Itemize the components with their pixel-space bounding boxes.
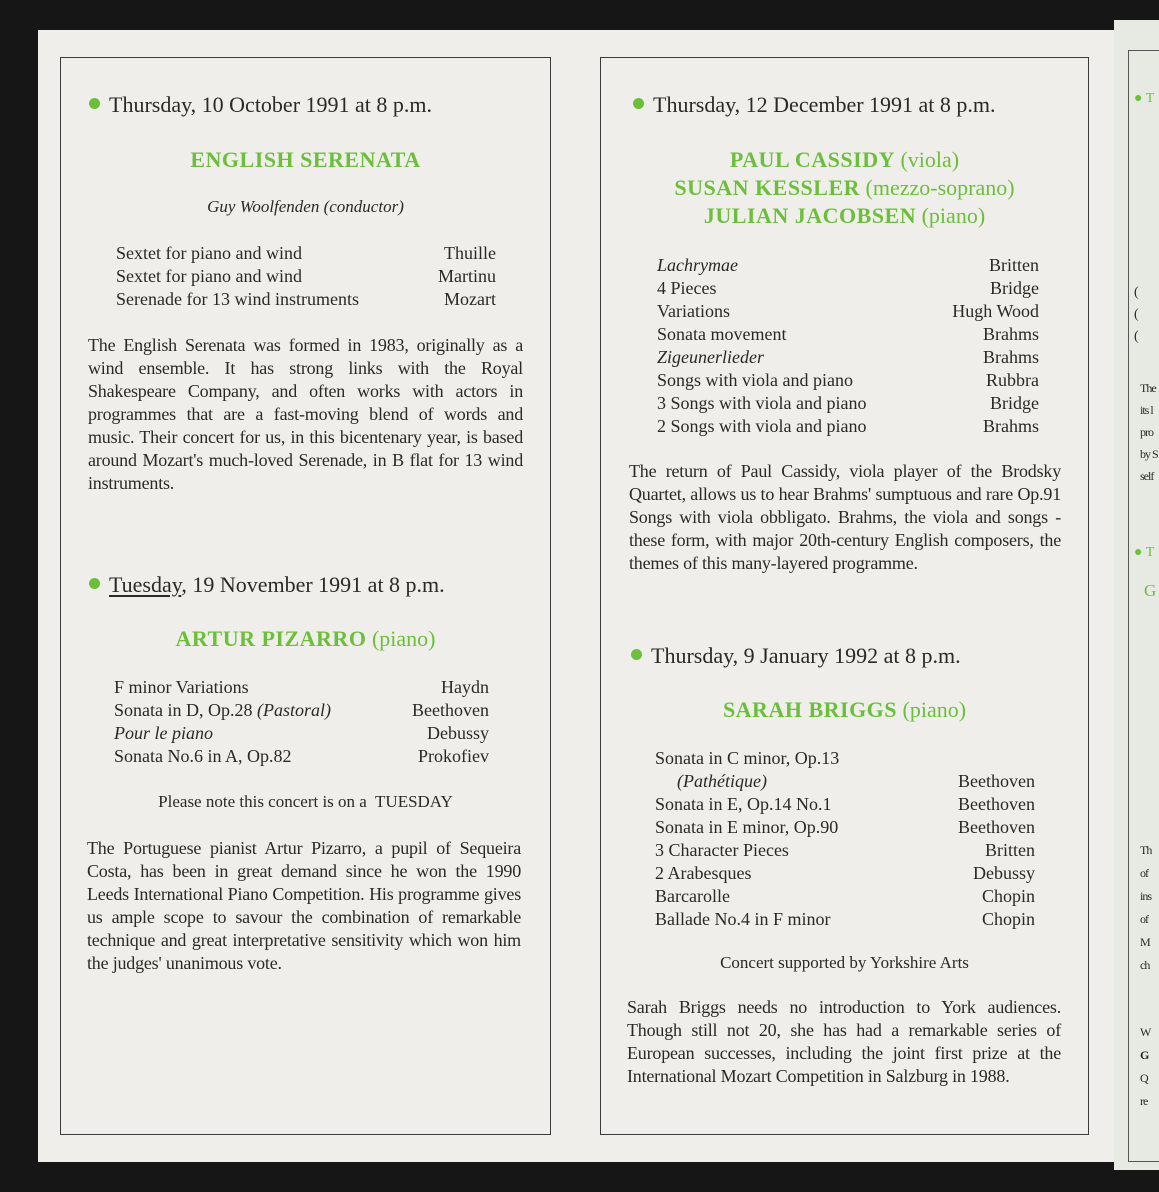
next-fragment: M xyxy=(1140,935,1150,949)
event-3-date xyxy=(633,92,1088,118)
composer: Thuille xyxy=(444,243,496,263)
event-1-conductor: Guy Woolfenden (conductor) xyxy=(207,197,404,216)
event-3-description: The return of Paul Cassidy, viola player of the Brodsky Quartet, allows us to hear Brahms' sumptuous and rare Op.91 Songs with viola obbligato. Brahms, the viola and songs - these form, with major 20th-century English composers, the themes of this many-layered programme. xyxy=(629,461,1061,573)
work-title: Sonata No.6 in A, Op.82 xyxy=(114,746,292,766)
next-fragment-t2: T xyxy=(1145,545,1155,560)
programme-item xyxy=(116,288,496,311)
event-4-note: Concert supported by Yorkshire Arts xyxy=(720,953,969,972)
event-3-programme xyxy=(657,254,1039,438)
event-date-text: Thursday, 9 January 1992 at 8 p.m. xyxy=(651,643,961,668)
performer-name: ENGLISH SERENATA xyxy=(190,147,421,172)
next-fragment: ( xyxy=(1134,329,1139,344)
programme-item xyxy=(657,392,1039,415)
performer-line xyxy=(601,174,1088,202)
event-date-text: Thursday, 10 October 1991 at 8 p.m. xyxy=(109,92,433,117)
next-page-edge xyxy=(1114,20,1159,1170)
event-2-date xyxy=(89,572,550,598)
event-2-performer xyxy=(61,625,550,653)
performer-role: (piano) xyxy=(921,203,986,228)
programme-item xyxy=(655,816,1035,839)
programme-item xyxy=(655,839,1035,862)
performer-line xyxy=(601,202,1088,230)
event-date-text: Thursday, 12 December 1991 at 8 p.m. xyxy=(653,92,996,117)
composer: Bridge xyxy=(990,278,1039,298)
composer: Brahms xyxy=(983,324,1039,344)
next-fragment: ( xyxy=(1134,307,1139,322)
programme-item xyxy=(116,242,496,265)
work-title: Sonata in C minor, Op.13 xyxy=(655,748,840,768)
work-title-italic: Zigeunerlieder xyxy=(657,347,764,367)
performer-role: (piano) xyxy=(371,626,436,651)
next-fragment: self xyxy=(1140,469,1154,483)
composer: Beethoven xyxy=(412,700,489,720)
composer: Brahms xyxy=(983,347,1039,367)
event-1-performer xyxy=(61,146,550,174)
programme-item xyxy=(657,346,1039,369)
work-title: F minor Variations xyxy=(114,677,249,697)
event-4-date xyxy=(631,643,1088,669)
work-title: Variations xyxy=(657,301,730,321)
work-title: Barcarolle xyxy=(655,886,730,906)
composer: Britten xyxy=(989,255,1039,275)
event-2-programme xyxy=(114,676,489,768)
performer-name: SUSAN KESSLER xyxy=(674,175,861,200)
next-fragment: ( xyxy=(1134,285,1139,300)
composer: Chopin xyxy=(981,909,1035,929)
next-fragment: its l xyxy=(1140,403,1153,417)
composer: Bridge xyxy=(990,393,1039,413)
next-fragment: Th xyxy=(1140,843,1152,857)
next-bullet: ● T xyxy=(1134,91,1155,106)
composer: Debussy xyxy=(427,723,489,743)
right-panel xyxy=(600,57,1089,1135)
event-1-description: The English Serenata was formed in 1983, originally as a wind ensemble. It has strong links with the Royal Shakespeare Company, and often works with actors in programmes that are a fast-moving blend of words and music. Their concert for us, in this bicentenary year, is based around Mozart's much-loved Serenade, in B flat for 13 wind instruments. xyxy=(88,335,523,493)
performer-name: PAUL CASSIDY xyxy=(729,147,895,172)
work-title-italic: Lachrymae xyxy=(657,255,738,275)
composer: Brahms xyxy=(983,416,1039,436)
programme-item xyxy=(114,722,489,745)
programme-item xyxy=(655,862,1035,885)
work-title-italic: Pour le piano xyxy=(114,723,213,743)
composer: Hugh Wood xyxy=(952,301,1039,321)
work-title: Songs with viola and piano xyxy=(657,370,853,390)
event-day-underlined: Tuesday xyxy=(109,572,182,597)
programme-item xyxy=(655,770,1035,793)
work-title-italic: (Pastoral) xyxy=(257,700,331,720)
next-fragment: ch xyxy=(1140,958,1150,972)
next-fragment-t1: T xyxy=(1145,91,1155,106)
event-date-text: , 19 November 1991 at 8 p.m. xyxy=(181,572,445,597)
next-fragment: ins xyxy=(1140,889,1152,903)
work-title: Sonata in D, Op.28 xyxy=(114,700,257,720)
performer-name: SARAH BRIGGS xyxy=(722,697,898,722)
composer: Beethoven xyxy=(958,794,1035,814)
left-panel xyxy=(60,57,551,1135)
green-bullet-icon xyxy=(89,98,100,109)
programme-item xyxy=(657,369,1039,392)
event-4-programme xyxy=(655,747,1035,931)
performer-name: JULIAN JACOBSEN xyxy=(703,203,917,228)
programme-item xyxy=(655,793,1035,816)
work-title: 2 Songs with viola and piano xyxy=(657,416,867,436)
next-fragment: by S xyxy=(1140,447,1158,461)
work-title: 3 Character Pieces xyxy=(655,840,789,860)
next-fragment: G xyxy=(1140,1048,1149,1062)
composer: Martinu xyxy=(438,266,496,286)
next-fragment-performer: G xyxy=(1144,581,1157,600)
work-title: Sextet for piano and wind xyxy=(116,243,302,263)
work-title-italic: (Pathétique) xyxy=(677,771,767,791)
work-title: Sonata in E minor, Op.90 xyxy=(655,817,839,837)
next-fragment: re xyxy=(1140,1094,1148,1108)
green-bullet-icon xyxy=(631,649,642,660)
event-4-performer xyxy=(601,696,1088,724)
performer-line xyxy=(601,146,1088,174)
event-2-note: Please note this concert is on a TUESDAY xyxy=(158,792,453,811)
programme-item xyxy=(655,908,1035,931)
programme-item xyxy=(657,300,1039,323)
work-title: Sonata in E, Op.14 No.1 xyxy=(655,794,832,814)
programme-item xyxy=(657,254,1039,277)
programme-item xyxy=(657,415,1039,438)
composer: Britten xyxy=(985,840,1035,860)
next-fragment: The xyxy=(1140,381,1156,395)
event-4-description: Sarah Briggs needs no introduction to York audiences. Though still not 20, she has had a remarkable series of European successes, including the joint first prize at the International Mozart Competition in Salzburg in 1988. xyxy=(627,997,1061,1086)
next-fragment: pro xyxy=(1140,425,1153,439)
programme-item xyxy=(114,745,489,768)
programme-item xyxy=(657,323,1039,346)
programme-item xyxy=(657,277,1039,300)
event-1-programme xyxy=(116,242,496,311)
next-fragment: of xyxy=(1140,912,1148,926)
composer: Prokofiev xyxy=(418,746,489,766)
next-fragment: of xyxy=(1140,866,1148,880)
composer: Haydn xyxy=(441,677,489,697)
work-title: Serenade for 13 wind instruments xyxy=(116,289,359,309)
green-bullet-icon xyxy=(89,578,100,589)
work-title: Sonata movement xyxy=(657,324,787,344)
event-2-description: The Portuguese pianist Artur Pizarro, a pupil of Sequeira Costa, has been in great demand since he won the 1990 Leeds International Piano Competition. His programme gives us ample scope to savour the combination of remarkable technique and great interpretative sensitivity which won him the judges' unanimous vote. xyxy=(87,838,521,973)
composer: Beethoven xyxy=(958,817,1035,837)
next-bullet: ● T xyxy=(1134,545,1155,560)
composer: Beethoven xyxy=(958,771,1035,791)
programme-item xyxy=(114,699,489,722)
work-title: 4 Pieces xyxy=(657,278,717,298)
performer-role: (piano) xyxy=(902,697,967,722)
programme-item xyxy=(116,265,496,288)
programme-item xyxy=(114,676,489,699)
programme-item xyxy=(655,885,1035,908)
work-title: Sextet for piano and wind xyxy=(116,266,302,286)
event-1-date xyxy=(89,92,550,118)
event-3-performers xyxy=(601,146,1088,230)
performer-name: ARTUR PIZARRO xyxy=(175,626,367,651)
composer: Mozart xyxy=(444,289,496,309)
performer-role: (mezzo-soprano) xyxy=(865,175,1015,200)
next-fragment: W xyxy=(1140,1025,1151,1039)
work-title: 3 Songs with viola and piano xyxy=(657,393,867,413)
next-fragment: Q xyxy=(1140,1071,1148,1085)
composer: Debussy xyxy=(973,863,1035,883)
programme-item xyxy=(655,747,1035,770)
work-title: 2 Arabesques xyxy=(655,863,752,883)
composer: Chopin xyxy=(981,886,1035,906)
work-title: Ballade No.4 in F minor xyxy=(655,909,831,929)
composer: Rubbra xyxy=(986,370,1039,390)
next-page-frame xyxy=(1128,50,1159,1162)
green-bullet-icon xyxy=(633,98,644,109)
performer-role: (viola) xyxy=(900,147,960,172)
